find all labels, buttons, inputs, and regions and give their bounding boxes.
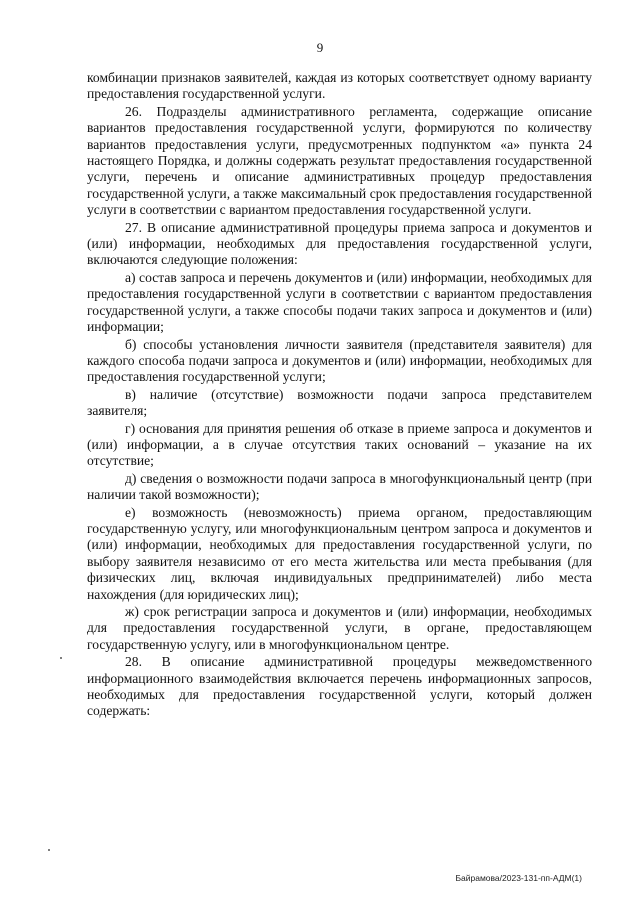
subitem-e: е) возможность (невозможность) приема органом, предоставляющим государственную услугу, или многофункциональным центром запроса и документов и (или) информации, необходимых для предоставления государственной услуги, по выбору заявителя независимо от его места жительства или места пребывания (для физических лиц, включая индивидуальных предпринимателей) либо места нахождения (для юридических лиц); <box>87 504 592 602</box>
document-body <box>87 70 592 720</box>
page-number: 9 <box>316 40 324 55</box>
scan-speck <box>60 657 62 659</box>
paragraph-item-26: 26. Подразделы административного регламента, содержащие описание вариантов предоставления государственной услуги, формируются по количеству вариантов предоставления услуги, предусмотренных подпунктом «а» пункта 24 настоящего Порядка, и должны содержать результат предоставления государственной услуги, перечень и описание административных процедур предоставления государственной услуги, а также максимальный срок предоставления государственной услуги в соответствии с вариантом предоставления государственной услуги. <box>87 103 592 218</box>
paragraph-continuation: комбинации признаков заявителей, каждая из которых соответствует одному варианту предоставления государственной услуги. <box>87 70 592 102</box>
subitem-b: б) способы установления личности заявителя (представителя заявителя) для каждого способа подачи запроса и документов и (или) информации, необходимых для предоставления государственной услуги; <box>87 336 592 385</box>
subitem-d: д) сведения о возможности подачи запроса в многофункциональный центр (при наличии такой возможности); <box>87 470 592 503</box>
footer-document-id: Байрамова/2023-131-пп-АДМ(1) <box>455 873 582 883</box>
subitem-zh: ж) срок регистрации запроса и документов и (или) информации, необходимых для предоставления государственной услуги, в органе, предоставляющем государственную услугу, или в многофункциональном центре. <box>87 604 592 652</box>
paragraph-item-28: 28. В описание административной процедуры межведомственного информационного взаимодействия включается перечень информационных запросов, необходимых для предоставления государственной услуги, который должен содержать: <box>87 654 592 719</box>
scan-speck <box>48 849 50 851</box>
subitem-v: в) наличие (отсутствие) возможности подачи запроса представителем заявителя; <box>87 386 592 419</box>
paragraph-item-27: 27. В описание административной процедуры приема запроса и документов и (или) информации, необходимых для предоставления государственной услуги, включаются следующие положения: <box>87 219 592 268</box>
subitem-a: а) состав запроса и перечень документов и (или) информации, необходимых для предоставления государственной услуги в соответствии с вариантом предоставления государственной услуги, а также способы подачи таких запроса и документов и (или) информации; <box>87 269 592 335</box>
subitem-g: г) основания для принятия решения об отказе в приеме запроса и документов и (или) информации, а в случае отсутствия таких оснований – указание на их отсутствие; <box>87 420 592 469</box>
